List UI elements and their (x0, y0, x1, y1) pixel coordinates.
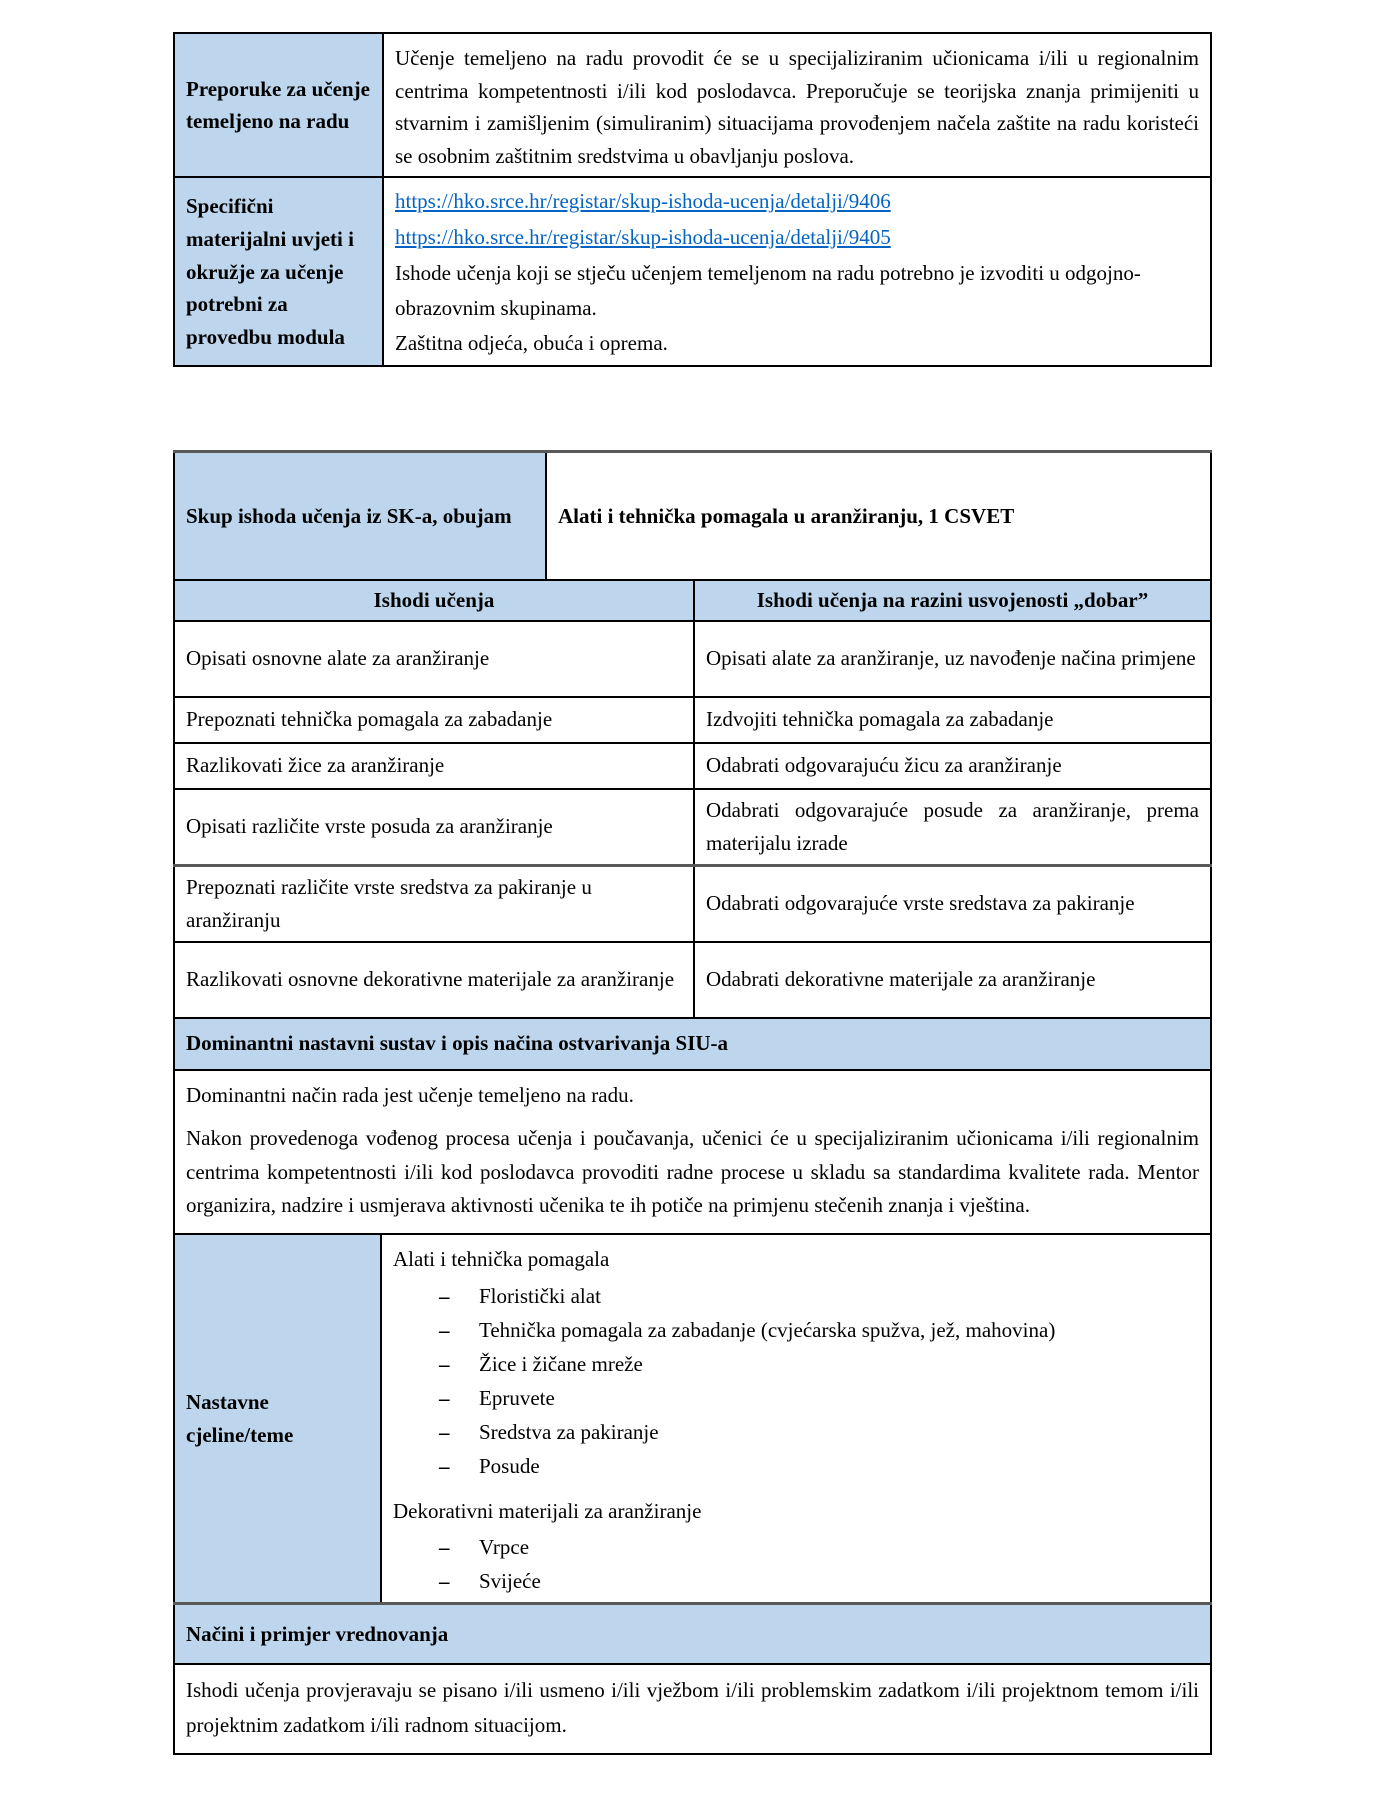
list-item-text: Svijeće (479, 1569, 541, 1594)
dominant-paragraph-1: Dominantni način rada jest učenje temeljeno na radu. (186, 1082, 634, 1107)
link-line (395, 220, 1199, 256)
cell-wbl-recommendation-text: Učenje temeljeno na radu provodit će se u specijaliziranim učionicama i/ili u regionalnim centrima kompetentnosti i/ili kod poslodavca. Preporučuje se teorijska znanja primijeniti u stvarnim i zamišljenim (simuliranim) situacijama provođenjem načela zaštite na radu koristeći se osobnim zaštitnim sredstvima u obavljanju poslova. (383, 33, 1211, 177)
dash-marker: – (439, 1351, 450, 1376)
outcome-row (174, 865, 1211, 942)
link-line (395, 184, 1199, 220)
list-item (439, 1347, 1199, 1381)
list-item-text: Žice i žičane mreže (479, 1351, 643, 1376)
table-header-row (174, 580, 1211, 621)
list-item-text: Posude (479, 1453, 540, 1478)
outcome-left: Opisati različite vrste posuda za aranžiranje (174, 789, 694, 866)
teaching-group-title: Alati i tehnička pomagala (393, 1246, 610, 1271)
dash-marker: – (439, 1283, 450, 1308)
list-item (439, 1381, 1199, 1415)
outcome-left: Opisati osnovne alate za aranžiranje (174, 621, 694, 697)
dominant-system-header: Dominantni nastavni sustav i opis načina ostvarivanja SIU-a (174, 1018, 1211, 1070)
outcome-right: Odabrati odgovarajuće posude za aranžiranje, prema materijalu izrade (694, 789, 1211, 866)
outcome-row (174, 789, 1211, 866)
list-item (439, 1415, 1199, 1449)
skup-ishoda-label: Skup ishoda učenja iz SK-a, obujam (174, 452, 546, 581)
outcome-left: Prepoznati različite vrste sredstva za pakiranje u aranžiranju (174, 865, 694, 942)
list-item (439, 1530, 1199, 1564)
hko-registar-link-9406[interactable]: https://hko.srce.hr/registar/skup-ishoda-ucenja/detalji/9406 (395, 189, 891, 214)
list-item (439, 1449, 1199, 1483)
list-item-text: Floristički alat (479, 1283, 601, 1308)
module-conditions-table (173, 32, 1212, 367)
table-row (174, 177, 1211, 366)
evaluation-header: Načini i primjer vrednovanja (174, 1604, 1211, 1665)
dominant-paragraph-2: Nakon provedenoga vođenog procesa učenja i poučavanja, učenici će u specijaliziranim učionicama i/ili regionalnim centrima kompetentnosti i/ili kod poslodavca provoditi radne procese u skladu sa standardima kvalitete rada. Mentor organizira, nadzire i usmjerava aktivnosti učenika te ih potiče na primjenu stečenih znanja i vještina. (186, 1126, 1199, 1218)
dash-marker: – (439, 1385, 450, 1410)
dash-marker: – (439, 1419, 450, 1444)
table-row (174, 1070, 1211, 1234)
outcome-right: Odabrati odgovarajuću žicu za aranžiranje (694, 743, 1211, 789)
dash-list (393, 1279, 1199, 1483)
skup-ishoda-value: Alati i tehnička pomagala u aranžiranju, 1 CSVET (546, 452, 1211, 581)
table-row (174, 33, 1211, 177)
teaching-group-title: Dekorativni materijali za aranžiranje (393, 1498, 702, 1523)
dash-marker: – (439, 1453, 450, 1478)
outcome-row (174, 743, 1211, 789)
row-label-specificni-uvjeti: Specifični materijalni uvjeti i okružje za učenje potrebni za provedbu modula (174, 177, 383, 366)
list-item-text: Sredstva za pakiranje (479, 1419, 659, 1444)
table-row (174, 1234, 1211, 1604)
table-row (174, 452, 1211, 581)
wbl-groups-note: Ishode učenja koji se stječu učenjem temeljenom na radu potrebno je izvoditi u odgojno-obrazovnim skupinama. (395, 260, 1141, 320)
protective-equipment-note: Zaštitna odjeća, obuća i oprema. (395, 331, 668, 356)
column-header-ishodi-dobar: Ishodi učenja na razini usvojenosti „dobar” (694, 580, 1211, 621)
list-item (439, 1313, 1199, 1347)
hko-registar-link-9405[interactable]: https://hko.srce.hr/registar/skup-ishoda-ucenja/detalji/9405 (395, 224, 891, 249)
outcome-left: Prepoznati tehnička pomagala za zabadanje (174, 697, 694, 743)
section-header-row (174, 1604, 1211, 1665)
dash-marker: – (439, 1535, 450, 1560)
outcome-row (174, 697, 1211, 743)
learning-outcomes-table (173, 450, 1212, 1755)
cell-specific-conditions (383, 177, 1211, 366)
list-item-text: Tehnička pomagala za zabadanje (cvjećarska spužva, jež, mahovina) (479, 1317, 1056, 1342)
outcome-right: Odabrati dekorativne materijale za aranžiranje (694, 942, 1211, 1018)
dash-list (393, 1530, 1199, 1598)
teaching-units-content (381, 1234, 1211, 1604)
outcome-right: Opisati alate za aranžiranje, uz navođenje načina primjene (694, 621, 1211, 697)
list-item-text: Vrpce (479, 1535, 530, 1560)
column-header-ishodi: Ishodi učenja (174, 580, 694, 621)
outcome-right: Odabrati odgovarajuće vrste sredstava za pakiranje (694, 865, 1211, 942)
outcome-row (174, 621, 1211, 697)
section-header-row (174, 1018, 1211, 1070)
list-item (439, 1564, 1199, 1598)
outcome-left: Razlikovati žice za aranžiranje (174, 743, 694, 789)
outcome-row (174, 942, 1211, 1018)
evaluation-text: Ishodi učenja provjeravaju se pisano i/ili usmeno i/ili vježbom i/ili problemskim zadatkom i/ili projektnom temom i/ili projektnim zadatkom i/ili radnom situacijom. (174, 1664, 1211, 1753)
dash-marker: – (439, 1317, 450, 1342)
row-label-preporuke: Preporuke za učenje temeljeno na radu (174, 33, 383, 177)
dominant-system-description (174, 1070, 1211, 1234)
teaching-units-label: Nastavne cjeline/teme (174, 1234, 381, 1604)
list-item-text: Epruvete (479, 1385, 555, 1410)
table-row (174, 1664, 1211, 1753)
list-item (439, 1279, 1199, 1313)
outcome-left: Razlikovati osnovne dekorativne materijale za aranžiranje (174, 942, 694, 1018)
dash-marker: – (439, 1569, 450, 1594)
outcome-right: Izdvojiti tehnička pomagala za zabadanje (694, 697, 1211, 743)
